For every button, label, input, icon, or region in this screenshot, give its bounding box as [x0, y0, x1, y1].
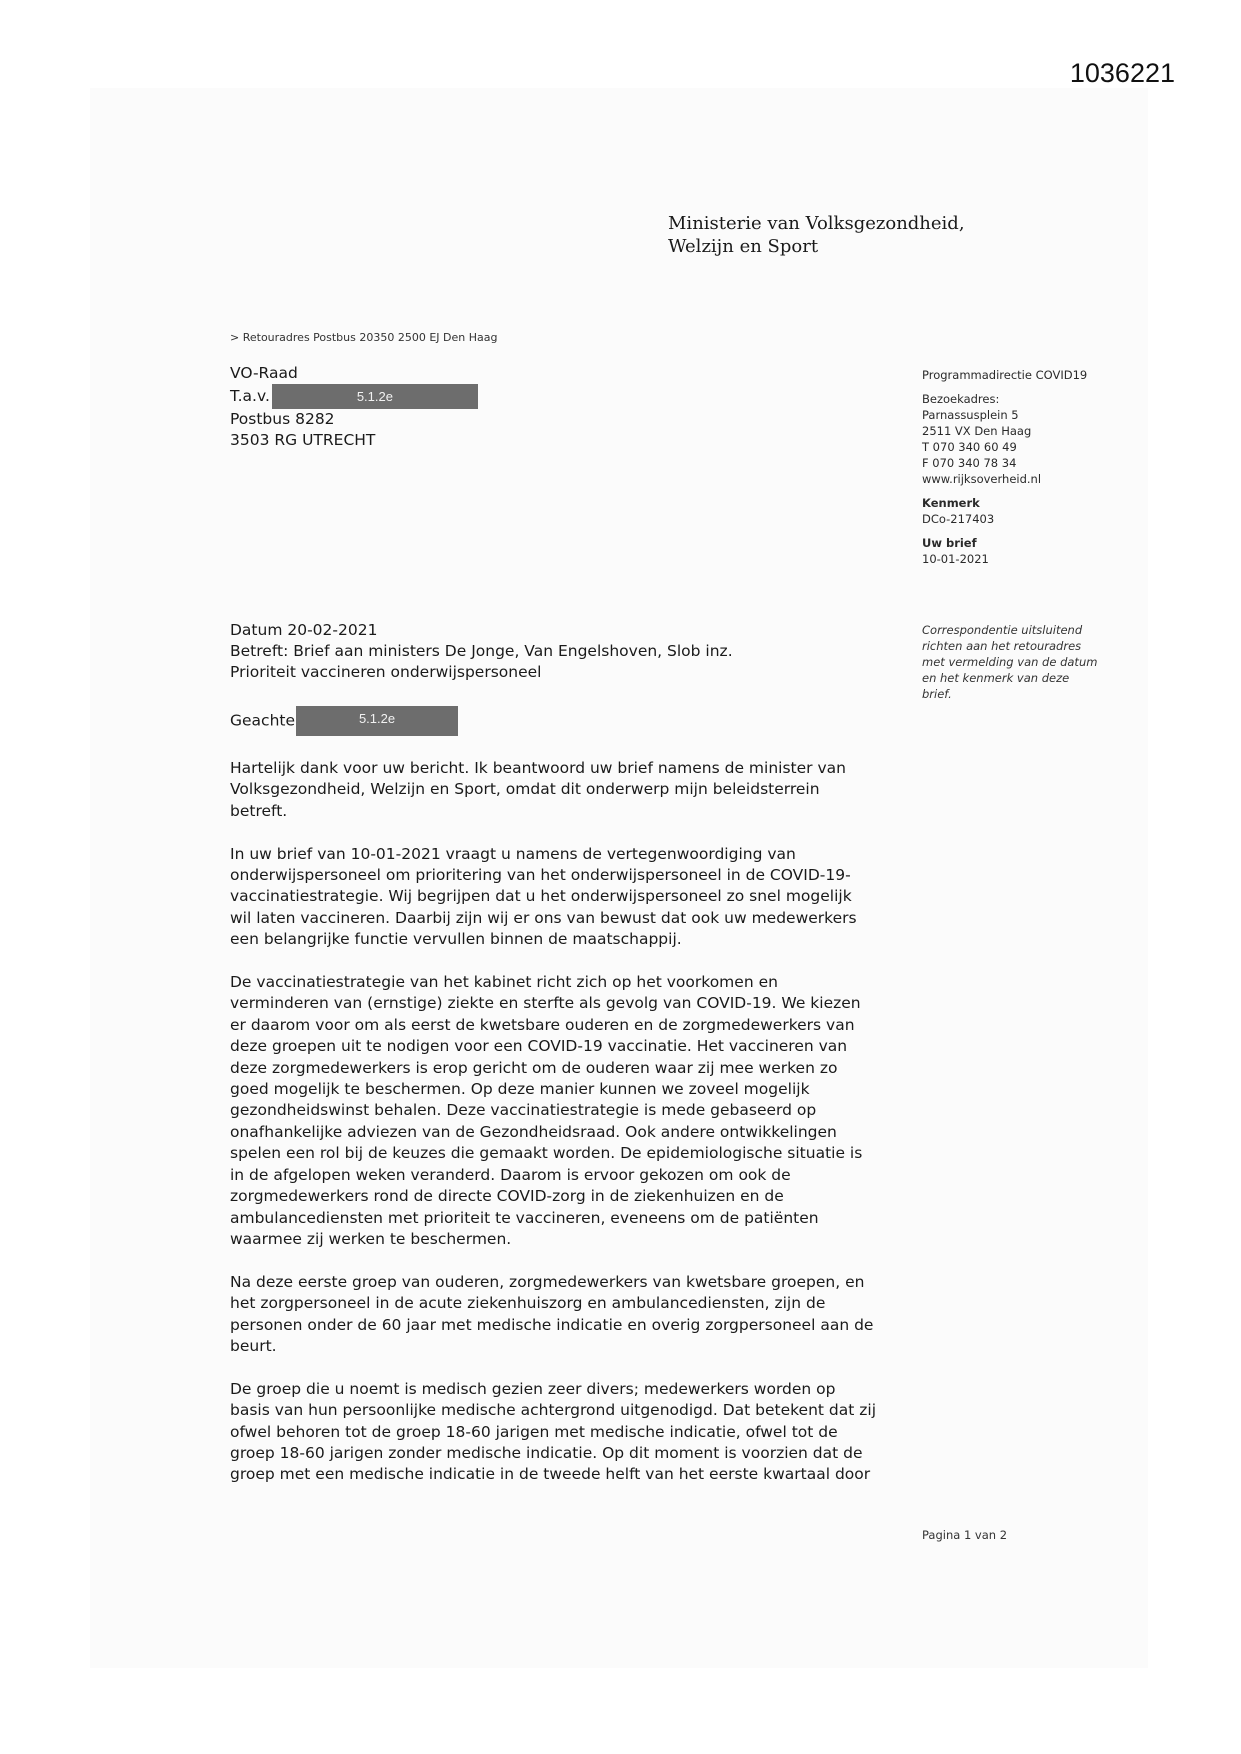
- body-line: ofwel behoren tot de groep 18-60 jarigen met medische indicatie, ofwel tot de: [230, 1422, 838, 1441]
- body-line: goed mogelijk te beschermen. Op deze manier kunnen we zoveel mogelijk: [230, 1080, 810, 1099]
- page-number: Pagina 1 van 2: [922, 1528, 1008, 1542]
- addressee-city: 3503 RG UTRECHT: [230, 431, 376, 449]
- body-line: een belangrijke functie vervullen binnen de maatschappij.: [230, 930, 682, 949]
- ministry-name-line-1: Ministerie van Volksgezondheid,: [668, 213, 965, 234]
- ministry-letterhead: [668, 212, 965, 258]
- note-line: en het kenmerk van deze: [922, 671, 1070, 685]
- note-line: met vermelding van de datum: [922, 655, 1098, 669]
- uw-brief-value: 10-01-2021: [922, 552, 989, 566]
- body-paragraph: [230, 758, 920, 822]
- letter-subject-line-2: Prioriteit vaccineren onderwijspersoneel: [230, 663, 542, 681]
- body-line: Hartelijk dank voor uw bericht. Ik beantwoord uw brief namens de minister van: [230, 759, 846, 777]
- note-line: Correspondentie uitsluitend: [922, 623, 1083, 637]
- body-line: onderwijspersoneel om prioritering van het onderwijspersoneel in de COVID-19-: [230, 866, 851, 885]
- note-line: richten aan het retouradres: [922, 639, 1082, 653]
- body-line: wil laten vaccineren. Daarbij zijn wij er ons van bewust dat ook uw medewerkers: [230, 908, 857, 927]
- body-line: er daarom voor om als eerst de kwetsbare ouderen en de zorgmedewerkers van: [230, 1015, 855, 1034]
- body-line: vaccinatiestrategie. Wij begrijpen dat u het onderwijspersoneel zo snel mogelijk: [230, 887, 852, 906]
- correspondence-note: [922, 622, 1122, 702]
- addressee-postbus: Postbus 8282: [230, 410, 335, 428]
- body-paragraph: [230, 972, 920, 1250]
- addressee-organisation: VO-Raad: [230, 364, 298, 382]
- kenmerk-label: Kenmerk: [922, 496, 980, 510]
- body-paragraph: [230, 844, 920, 951]
- body-line: Na deze eerste groep van ouderen, zorgmedewerkers van kwetsbare groepen, en: [230, 1272, 865, 1291]
- body-paragraph: [230, 1272, 920, 1358]
- body-line: basis van hun persoonlijke medische achtergrond uitgenodigd. Dat betekent dat zij: [230, 1401, 876, 1420]
- body-line: Volksgezondheid, Welzijn en Sport, omdat dit onderwerp mijn beleidsterrein: [230, 780, 820, 799]
- website: www.rijksoverheid.nl: [922, 472, 1042, 486]
- note-line: brief.: [922, 687, 952, 701]
- body-line: De groep die u noemt is medisch gezien zeer divers; medewerkers worden op: [230, 1379, 836, 1398]
- salutation-prefix: Geachte: [230, 711, 296, 730]
- sender-unit: Programmadirectie COVID19: [922, 368, 1088, 382]
- attention-prefix: T.a.v.: [230, 387, 270, 405]
- visit-postal-city: 2511 VX Den Haag: [922, 424, 1032, 438]
- addressee-attention: [230, 384, 478, 409]
- return-address: > Retouradres Postbus 20350 2500 EJ Den Haag: [230, 331, 498, 344]
- body-line: deze zorgmedewerkers is erop gericht om de ouderen waar zij mee werken zo: [230, 1058, 838, 1077]
- addressee-block: [230, 363, 478, 451]
- body-line: ambulancediensten met prioriteit te vaccineren, eveneens om de patiënten: [230, 1208, 819, 1227]
- body-line: groep met een medische indicatie in de tweede helft van het eerste kwartaal door: [230, 1465, 871, 1484]
- redaction-box: 5.1.2e: [296, 706, 458, 736]
- body-line: zorgmedewerkers rond de directe COVID-zorg in de ziekenhuizen en de: [230, 1187, 784, 1206]
- body-line: betreft.: [230, 801, 288, 820]
- ministry-name-line-2: Welzijn en Sport: [668, 236, 819, 257]
- body-line: De vaccinatiestrategie van het kabinet richt zich op het voorkomen en: [230, 973, 778, 992]
- visit-address-label: Bezoekadres:: [922, 392, 1000, 406]
- letter-meta: [230, 620, 733, 683]
- body-line: groep 18-60 jarigen zonder medische indicatie. Op dit moment is voorzien dat de: [230, 1443, 863, 1462]
- salutation: [230, 706, 458, 736]
- fax-number: F 070 340 78 34: [922, 456, 1017, 470]
- letter-subject-line-1: Betreft: Brief aan ministers De Jonge, Van Engelshoven, Slob inz.: [230, 642, 733, 660]
- phone-number: T 070 340 60 49: [922, 440, 1017, 454]
- body-line: personen onder de 60 jaar met medische indicatie en overig zorgpersoneel aan de: [230, 1315, 874, 1334]
- redaction-box: 5.1.2e: [272, 384, 478, 409]
- letter-date: Datum 20-02-2021: [230, 621, 378, 639]
- sender-details: [922, 367, 1152, 567]
- body-paragraph: [230, 1379, 920, 1486]
- body-line: in de afgelopen weken veranderd. Daarom is ervoor gekozen om ook de: [230, 1165, 791, 1184]
- body-line: In uw brief van 10-01-2021 vraagt u namens de vertegenwoordiging van: [230, 844, 796, 863]
- body-line: deze groepen uit te nodigen voor een COVID-19 vaccinatie. Het vaccineren van: [230, 1037, 848, 1056]
- body-line: spelen een rol bij de keuzes die gemaakt worden. De epidemiologische situatie is: [230, 1144, 863, 1163]
- body-line: gezondheidswinst behalen. Deze vaccinatiestrategie is mede gebaseerd op: [230, 1101, 817, 1120]
- letter-body: [230, 758, 920, 1507]
- uw-brief-label: Uw brief: [922, 536, 977, 550]
- body-line: het zorgpersoneel in de acute ziekenhuiszorg en ambulancediensten, zijn de: [230, 1294, 826, 1313]
- visit-street: Parnassusplein 5: [922, 408, 1019, 422]
- body-line: verminderen van (ernstige) ziekte en sterfte als gevolg van COVID-19. We kiezen: [230, 994, 861, 1013]
- body-line: onafhankelijke adviezen van de Gezondheidsraad. Ook andere ontwikkelingen: [230, 1122, 837, 1141]
- document-number: 1036221: [1069, 58, 1175, 88]
- kenmerk-value: DCo-217403: [922, 512, 995, 526]
- body-line: beurt.: [230, 1336, 277, 1355]
- body-line: waarmee zij werken te beschermen.: [230, 1229, 512, 1248]
